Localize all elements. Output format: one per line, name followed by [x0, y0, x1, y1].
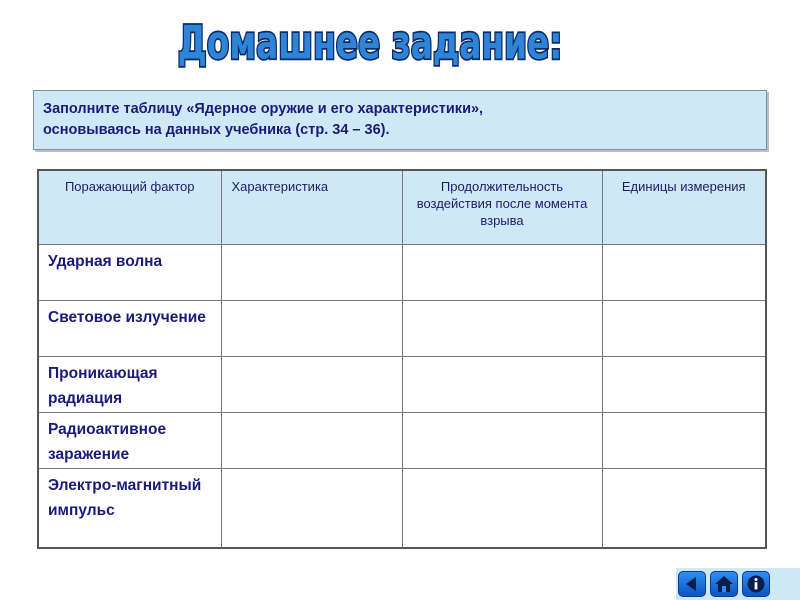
home-button[interactable]	[710, 571, 738, 597]
slide-navigation-bar	[676, 568, 800, 600]
empty-cell[interactable]	[602, 244, 766, 300]
empty-cell[interactable]	[221, 244, 402, 300]
empty-cell[interactable]	[221, 412, 402, 468]
empty-cell[interactable]	[402, 244, 602, 300]
table-row	[38, 300, 766, 356]
table-row	[38, 412, 766, 468]
empty-cell[interactable]	[602, 412, 766, 468]
column-header-characteristic: Характеристика	[221, 170, 402, 244]
empty-cell[interactable]	[221, 300, 402, 356]
empty-cell[interactable]	[402, 468, 602, 548]
table-header-row	[38, 170, 766, 244]
info-icon	[746, 574, 766, 594]
task-line-1: Заполните таблицу «Ядерное оружие и его характеристики»,	[43, 101, 484, 117]
row-label-shock-wave: Ударная волна	[38, 244, 221, 300]
row-label-radioactive-contamination: Радиоактивное заражение	[38, 412, 221, 468]
empty-cell[interactable]	[602, 300, 766, 356]
homework-table	[37, 169, 767, 549]
row-label-electromagnetic-pulse: Электро-магнитный импульс	[38, 468, 221, 548]
back-arrow-icon	[683, 575, 701, 593]
slide-title: Домашнее задание:	[177, 16, 563, 70]
slide-title-container	[150, 10, 590, 72]
empty-cell[interactable]	[602, 468, 766, 548]
back-button[interactable]	[678, 571, 706, 597]
table-row	[38, 468, 766, 548]
empty-cell[interactable]	[602, 356, 766, 412]
column-header-duration: Продолжительность воздействия после момента взрыва	[402, 170, 602, 244]
home-icon	[714, 575, 734, 593]
empty-cell[interactable]	[221, 356, 402, 412]
slide-title-art	[150, 10, 590, 72]
empty-cell[interactable]	[402, 412, 602, 468]
task-instructions-box	[33, 90, 767, 150]
table-row	[38, 356, 766, 412]
column-header-units: Единицы измерения	[602, 170, 766, 244]
empty-cell[interactable]	[221, 468, 402, 548]
row-label-penetrating-radiation: Проникающая радиация	[38, 356, 221, 412]
empty-cell[interactable]	[402, 300, 602, 356]
table-row	[38, 244, 766, 300]
info-button[interactable]	[742, 571, 770, 597]
column-header-factor: Поражающий фактор	[38, 170, 221, 244]
empty-cell[interactable]	[402, 356, 602, 412]
row-label-light-radiation: Световое излучение	[38, 300, 221, 356]
task-line-2: основываясь на данных учебника (стр. 34 – 36).	[43, 122, 390, 138]
